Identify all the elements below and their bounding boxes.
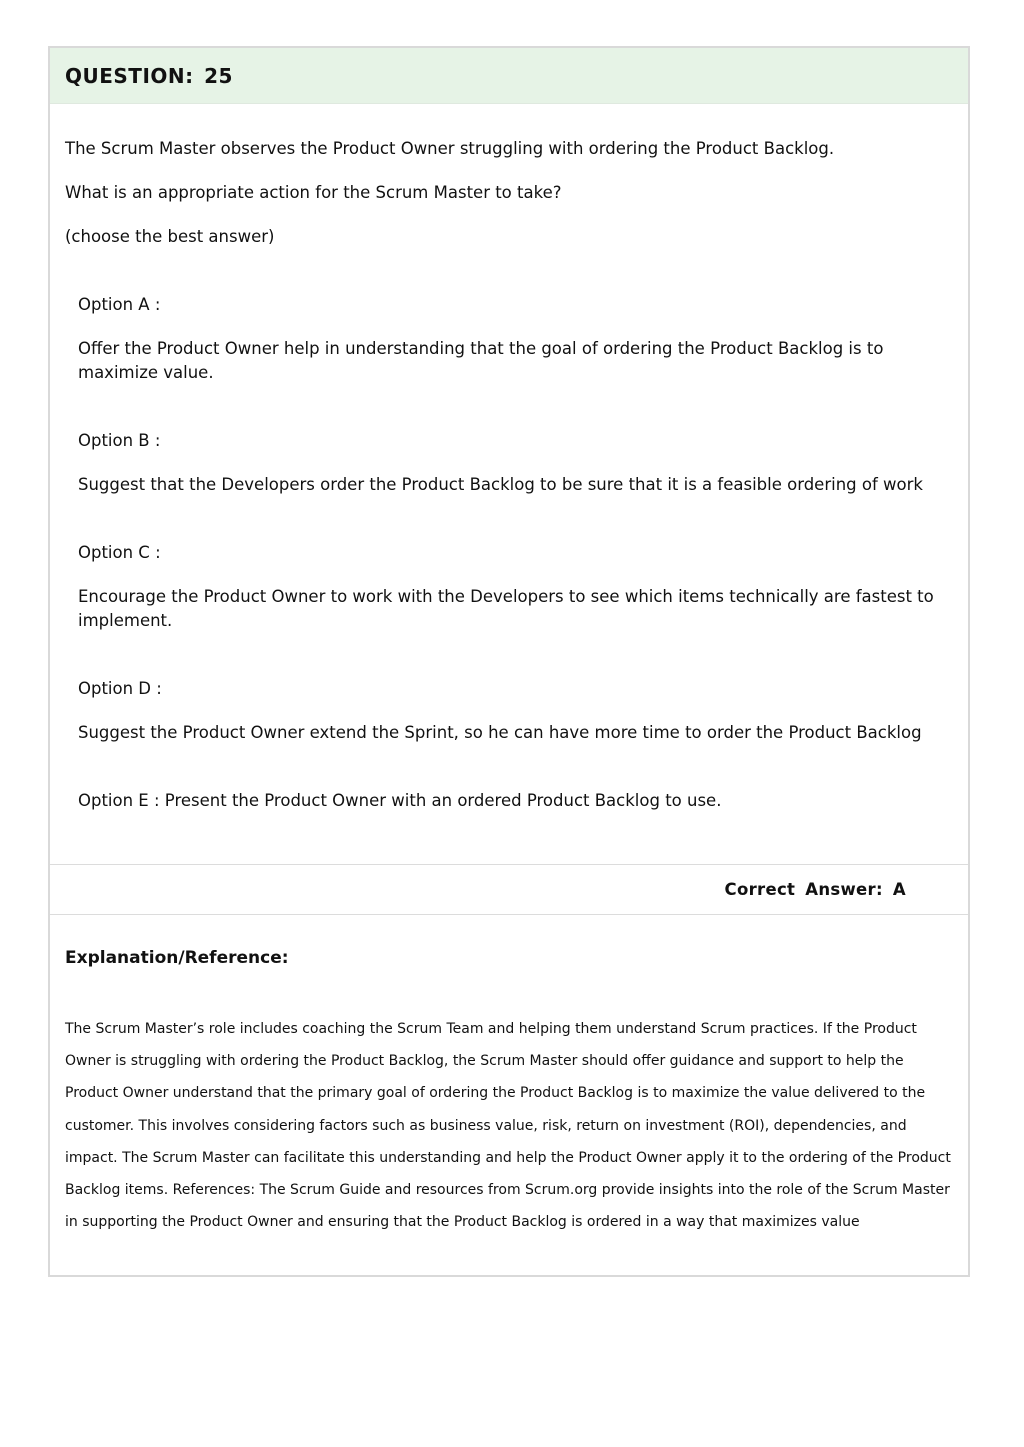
option-e-text: Option E : Present the Product Owner with an ordered Product Backlog to use.: [78, 791, 722, 810]
question-card: [48, 46, 970, 1277]
option-d-label: Option D :: [78, 679, 162, 698]
question-instruction: (choose the best answer): [65, 227, 275, 246]
option-c-text: Encourage the Product Owner to work with the Developers to see which items technically are fastest to implement.: [78, 587, 934, 630]
option-a-text: Offer the Product Owner help in understanding that the goal of ordering the Product Backlog is to maximize value.: [78, 339, 884, 382]
option-b-text: Suggest that the Developers order the Product Backlog to be sure that it is a feasible ordering of work: [78, 475, 923, 494]
explanation-section: [65, 948, 953, 1238]
option-c: [78, 541, 940, 633]
option-a: [78, 293, 940, 385]
option-b: [78, 429, 940, 497]
option-d-text: Suggest the Product Owner extend the Sprint, so he can have more time to order the Product Backlog: [78, 723, 922, 742]
explanation-title: Explanation/Reference:: [65, 948, 289, 968]
question-number: QUESTION: 25: [65, 63, 233, 88]
question-ask: What is an appropriate action for the Scrum Master to take?: [65, 183, 562, 202]
explanation-text: The Scrum Master’s role includes coaching the Scrum Team and helping them understand Scrum practices. If the Product Owner is struggling with ordering the Product Backlog, the Scrum Master should offer guidance and support to help the Product Owner understand that the primary goal of ordering the Product Backlog is to maximize the value delivered to the customer. This involves considering factors such as business value, risk, return on investment (ROI), dependencies, and impact. The Scrum Master can facilitate this understanding and help the Product Owner apply it to the ordering of the Product Backlog items. References: The Scrum Guide and resources from Scrum.org provide insights into the role of the Scrum Master in supporting the Product Owner and ensuring that the Product Backlog is ordered in a way that maximizes value: [65, 1021, 951, 1231]
option-e: [78, 789, 940, 813]
question-prompt: The Scrum Master observes the Product Owner struggling with ordering the Product Backlog.: [65, 139, 835, 158]
option-a-label: Option A :: [78, 295, 161, 314]
question-body: [50, 104, 968, 249]
correct-answer: Correct Answer: A: [724, 880, 906, 899]
option-d: [78, 677, 940, 745]
question-header: [50, 48, 968, 104]
options-list: [50, 269, 968, 813]
option-c-label: Option C :: [78, 543, 161, 562]
option-b-label: Option B :: [78, 431, 161, 450]
correct-answer-row: [50, 864, 968, 915]
